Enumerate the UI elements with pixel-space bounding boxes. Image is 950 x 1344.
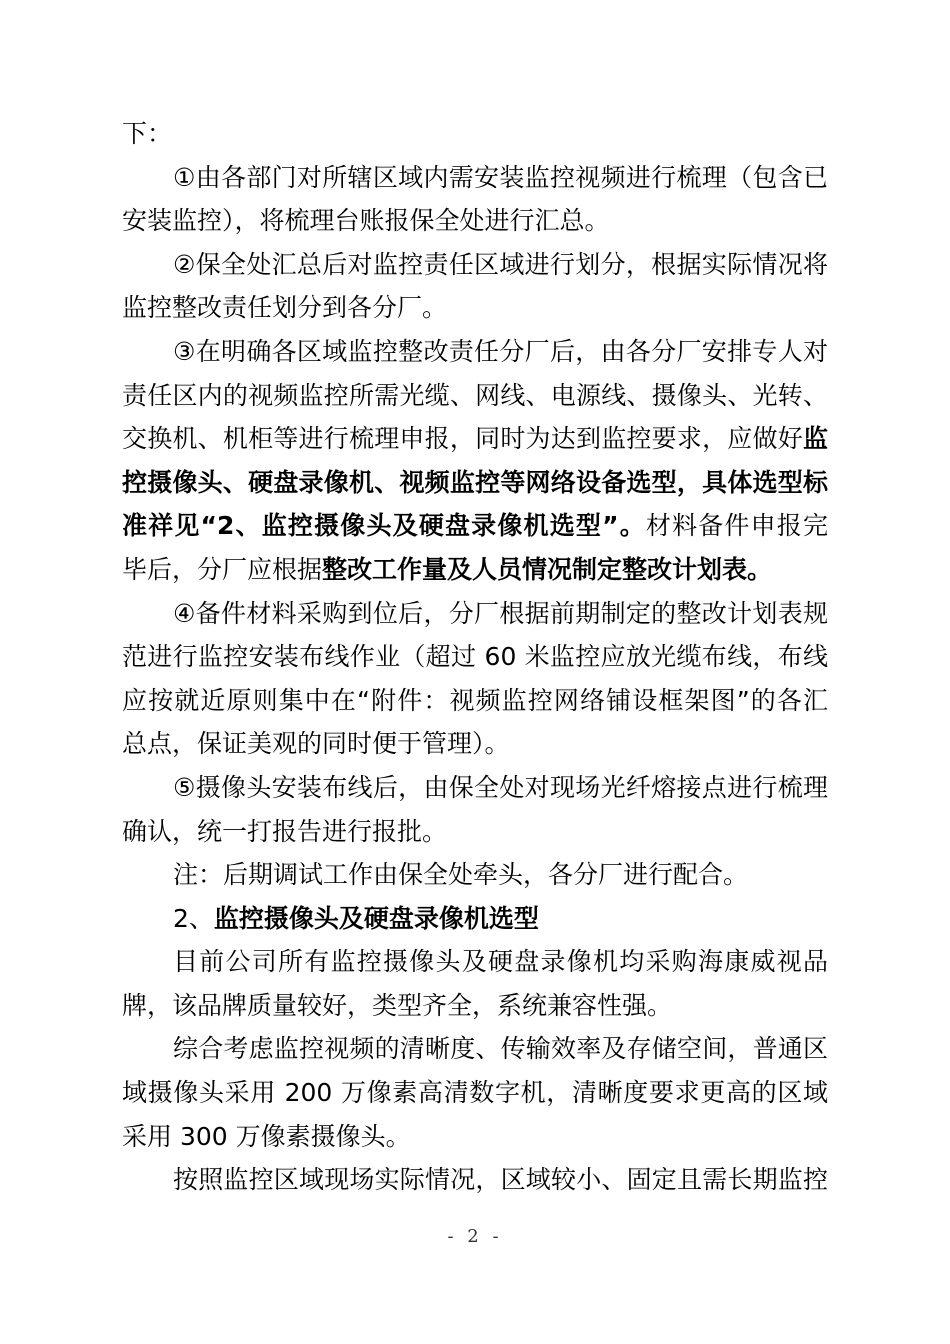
paragraph-line: 范进行监控安装布线作业（超过 60 米监控应放光缆布线，布线 xyxy=(122,642,828,672)
paragraph-line: 责任区内的视频监控所需光缆、网线、电源线、摄像头、光转、 xyxy=(122,380,828,410)
document-body xyxy=(122,112,828,1202)
paragraph-line: 确认，统一打报告进行报批。 xyxy=(122,816,448,846)
paragraph-line: 控摄像头、硬盘录像机、视频监控等网络设备选型，具体选型标 xyxy=(122,467,828,497)
paragraph-line: 交换机、机柜等进行梳理申报，同时为达到监控要求，应做好监 xyxy=(122,424,828,454)
paragraph-line: 应按就近原则集中在“附件：视频监控网络铺设框架图”的各汇 xyxy=(122,685,828,715)
paragraph-line: 安装监控），将梳理台账报保全处进行汇总。 xyxy=(122,206,610,236)
paragraph-line: 准祥见“2、监控摄像头及硬盘录像机选型”。材料备件申报完 xyxy=(122,511,828,541)
bold-text: 准祥见“2、监控摄像头及硬盘录像机选型”。 xyxy=(122,511,646,541)
paragraph-line: ④备件材料采购到位后，分厂根据前期制定的整改计划表规 xyxy=(173,598,828,628)
paragraph-line: ③在明确各区域监控整改责任分厂后，由各分厂安排专人对 xyxy=(173,336,828,366)
bold-text: 监控摄像头及硬盘录像机选型 xyxy=(213,903,539,933)
paragraph-line: 总点，保证美观的同时便于管理）。 xyxy=(122,729,510,759)
note-line: 注：后期调试工作由保全处牵头，各分厂进行配合。 xyxy=(173,860,749,890)
paragraph-line: ⑤摄像头安装布线后，由保全处对现场光纤熔接点进行梳理 xyxy=(173,772,828,802)
paragraph-line: 采用 300 万像素摄像头。 xyxy=(122,1121,411,1151)
paragraph-line: 目前公司所有监控摄像头及硬盘录像机均采购海康威视品 xyxy=(173,947,828,977)
paragraph-line: 下： xyxy=(122,119,173,148)
paragraph-line: 毕后，分厂应根据整改工作量及人员情况制定整改计划表。 xyxy=(122,554,773,584)
paragraph-line: ①由各部门对所辖区域内需安装监控视频进行梳理（包含已 xyxy=(173,162,828,192)
bold-text: 监 xyxy=(802,424,828,454)
section-heading: 2、监控摄像头及硬盘录像机选型 xyxy=(173,903,539,933)
bold-text: 整改工作量及人员情况制定整改计划表。 xyxy=(322,554,773,584)
paragraph-line: 按照监控区域现场实际情况，区域较小、固定且需长期监控 xyxy=(173,1165,828,1195)
paragraph-line: 牌，该品牌质量较好，类型齐全，系统兼容性强。 xyxy=(122,990,673,1020)
paragraph-line: ②保全处汇总后对监控责任区域进行划分，根据实际情况将 xyxy=(173,249,828,279)
page-number: - 2 - xyxy=(447,1226,503,1247)
paragraph-line: 监控整改责任划分到各分厂。 xyxy=(122,293,448,323)
paragraph-line: 综合考虑监控视频的清晰度、传输效率及存储空间，普通区 xyxy=(173,1034,828,1064)
paragraph-line: 域摄像头采用 200 万像素高清数字机，清晰度要求更高的区域 xyxy=(122,1078,828,1108)
